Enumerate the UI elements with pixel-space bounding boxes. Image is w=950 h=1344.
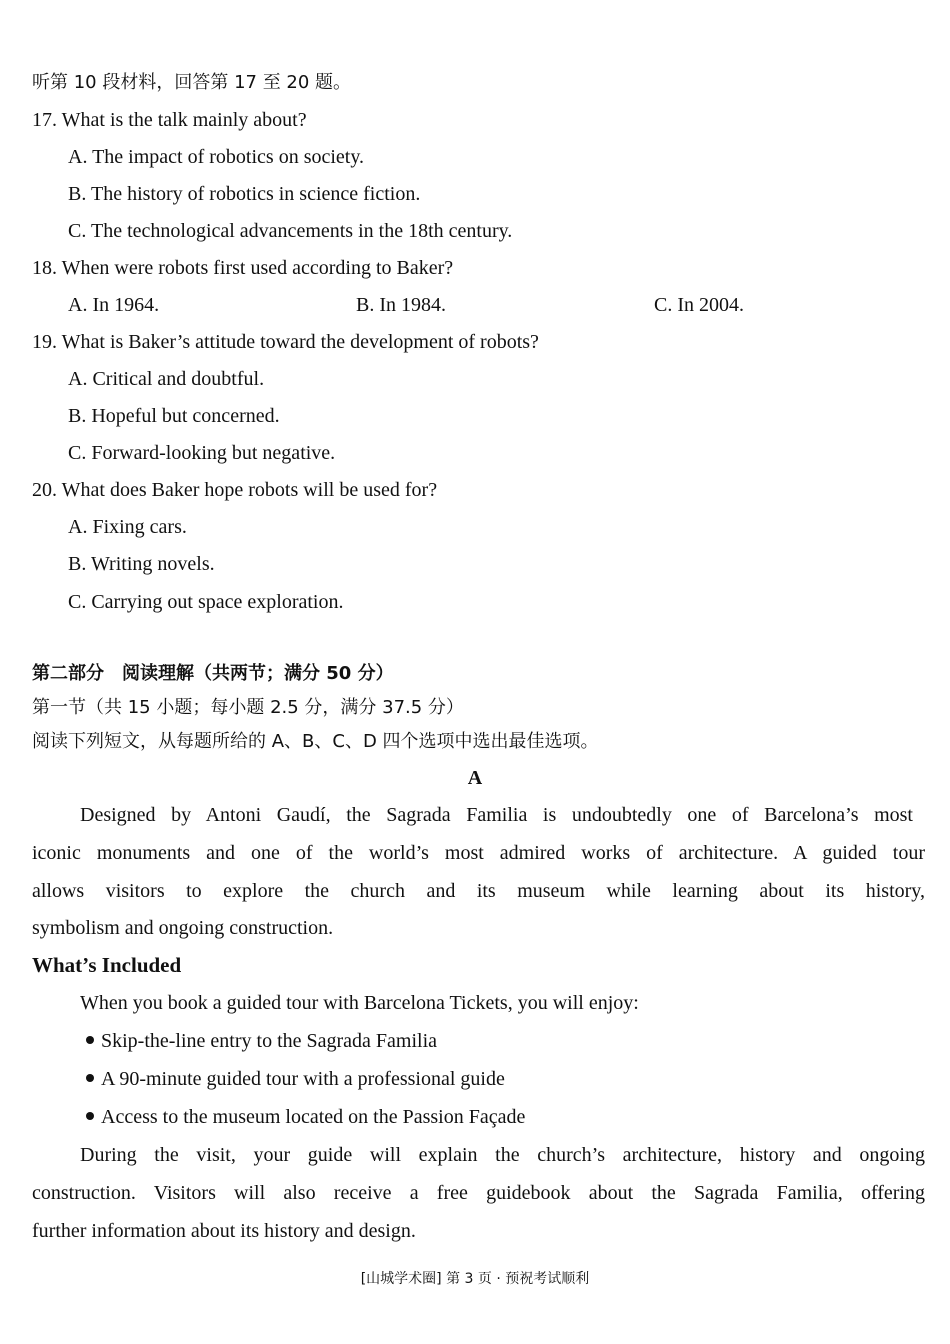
q20-option-a: A. Fixing cars. — [68, 516, 187, 538]
bullet-icon — [86, 1112, 94, 1120]
q18-option-c: C. In 2004. — [654, 294, 744, 316]
q20-stem: 20. What does Baker hope robots will be used for? — [32, 479, 438, 501]
q19-option-a: A. Critical and doubtful. — [68, 368, 265, 390]
passage-label: A — [467, 767, 483, 789]
q20-option-b: B. Writing novels. — [68, 553, 215, 575]
bullet-icon — [86, 1036, 94, 1044]
paragraph-1-line-3: allows visitors to explore the church and its museum while learning about its history, — [32, 880, 925, 902]
q19-stem: 19. What is Baker’s attitude toward the development of robots? — [32, 331, 539, 353]
bullet-text: A 90-minute guided tour with a professional guide — [101, 1068, 505, 1090]
bullet-item — [86, 1066, 505, 1092]
paragraph-3-line-2: construction. Visitors will also receive a free guidebook about the Sagrada Familia, offering — [32, 1182, 925, 1204]
q18-option-a: A. In 1964. — [68, 294, 160, 316]
paragraph-2: When you book a guided tour with Barcelona Tickets, you will enjoy: — [80, 992, 639, 1014]
q19-option-b: B. Hopeful but concerned. — [68, 405, 280, 427]
bullet-icon — [86, 1074, 94, 1082]
listening-intro: 听第 10 段材料，回答第 17 至 20 题。 — [32, 72, 352, 93]
bullet-item — [86, 1028, 437, 1054]
q17-option-b: B. The history of robotics in science fiction. — [68, 183, 421, 205]
bullet-text: Skip-the-line entry to the Sagrada Familia — [101, 1030, 438, 1052]
reading-section-title: 第一节（共 15 小题；每小题 2.5 分，满分 37.5 分） — [32, 697, 464, 718]
bullet-text: Access to the museum located on the Passion Façade — [101, 1106, 526, 1128]
paragraph-3-line-3: further information about its history and design. — [32, 1220, 416, 1242]
q17-stem: 17. What is the talk mainly about? — [32, 109, 307, 131]
reading-part-title: 第二部分 阅读理解（共两节；满分 50 分） — [32, 663, 394, 684]
q17-option-c: C. The technological advancements in the 18th century. — [68, 220, 513, 242]
q18-option-b: B. In 1984. — [356, 294, 446, 316]
paragraph-1-line-2: iconic monuments and one of the world’s most admired works of architecture. A guided tour — [32, 842, 925, 864]
paragraph-1-line-1: Designed by Antoni Gaudí, the Sagrada Familia is undoubtedly one of Barcelona’s most — [80, 804, 913, 826]
q18-stem: 18. When were robots first used according to Baker? — [32, 257, 454, 279]
reading-instruction: 阅读下列短文，从每题所给的 A、B、C、D 四个选项中选出最佳选项。 — [32, 731, 599, 752]
paragraph-3-line-1: During the visit, your guide will explain the church’s architecture, history and ongoing — [80, 1144, 925, 1166]
q19-option-c: C. Forward-looking but negative. — [68, 442, 336, 464]
paragraph-1-line-4: symbolism and ongoing construction. — [32, 917, 334, 939]
section-heading: What’s Included — [32, 953, 182, 977]
page-footer: [山城学术圈] 第 3 页 · 预祝考试顺利 — [360, 1271, 590, 1287]
bullet-item — [86, 1104, 525, 1130]
q17-option-a: A. The impact of robotics on society. — [68, 146, 365, 168]
q20-option-c: C. Carrying out space exploration. — [68, 591, 344, 613]
